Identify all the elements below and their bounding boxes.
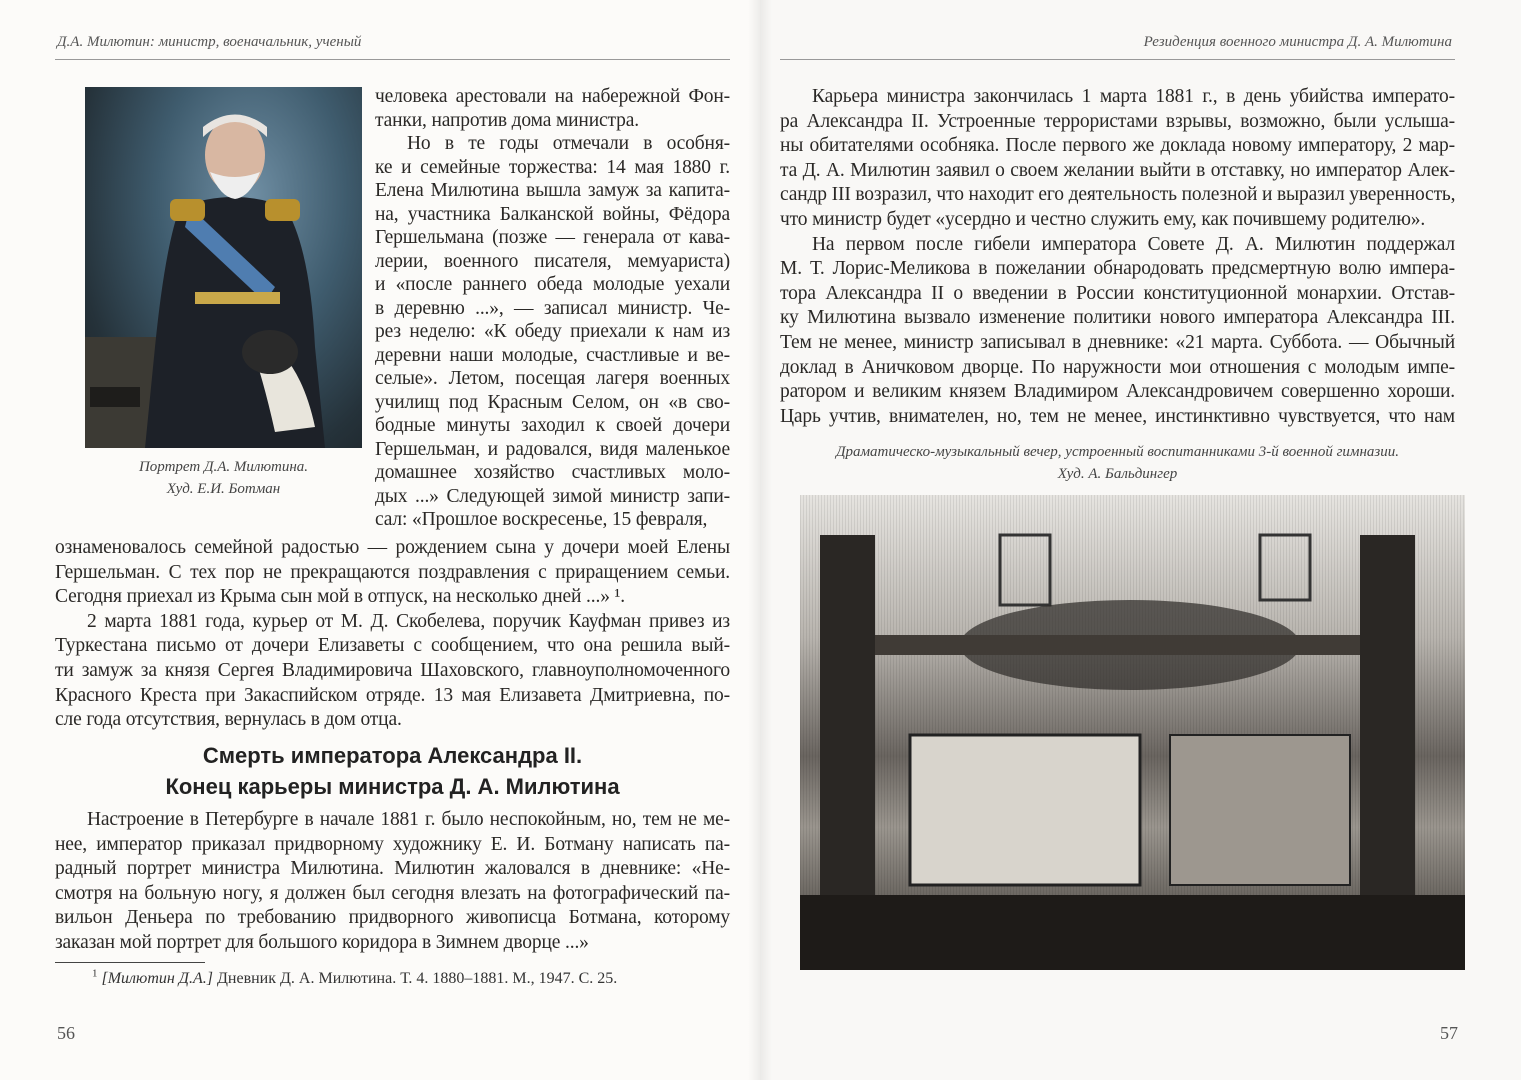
text-line: Туркестана письмо от дочери Елизаветы с сообщением, что она решила вый- [55,635,730,657]
text-line: училищ под Красным Селом, он «в сво- [375,391,730,413]
paragraph [375,85,730,132]
text-line: сле года отсутствия, вернулась в дом отца. [55,709,402,731]
paragraph [55,808,730,956]
text-line: Сегодня приехал из Крыма сын мой в отпуск, на несколько дней ...» ¹. [55,586,625,608]
caption-line: Портрет Д.А. Милютина. [138,459,309,475]
text-line: ознаменовалось семейной радостью — рождением сына у дочери моей Елены [55,537,730,558]
header-rule [780,59,1455,60]
text-line: рез неделю: «К обеду приехали к нам из [375,321,730,342]
engraving-illustration [800,495,1465,970]
text-line: ра Александра II. Устроенные террористами взрывы, возможно, были услыша- [780,110,1455,132]
text-line: тора Александра II о введении в России конституционной монархии. Отстав- [780,282,1455,304]
footnote-rule [55,962,205,963]
running-head-left: Д.А. Милютин: министр, военачальник, ученый [57,34,362,50]
text-line: селые». Летом, посещая лагеря военных [375,368,730,389]
text-line: танки, напротив дома министра. [375,109,639,131]
text-line: Гершельман. С тех пор не прекращаются поздравления с приращением семьи. [55,561,730,583]
text-line: ке и семейные торжества: 14 мая 1880 г. [375,156,730,178]
text-line: человека арестовали на набережной Фон- [375,86,730,107]
footnote-author: [Милютин Д.А.] [101,970,213,987]
caption-line: Драматическо-музыкальный вечер, устроенный воспитанниками 3-й военной гимназии. [835,444,1400,460]
text-line: бодные минуты заходил к своей дочери [375,415,730,436]
text-line: На первом после гибели императора Совете Д. А. Милютин поддержал [812,233,1455,255]
text-line: и «после раннего обеда молодые уехали [375,274,730,295]
text-line: в деревню ...», — записал министр. Че- [375,297,730,319]
text-line: ны обитателями особняка. После первого же доклада новому императору, 2 мар- [780,135,1455,157]
text-line: ку Милютина вызвало изменение политики нового императора Александра III. [780,307,1455,329]
text-block [780,85,1455,429]
text-line: Карьера министра закончилась 1 марта 1881 г., в день убийства императо- [812,86,1455,107]
section-heading [55,740,730,802]
text-line: Гершельмана (позже — генерала от кава- [375,227,730,248]
text-line: М. Т. Лорис-Меликова в пожелании обнародовать предсмертную волю импера- [780,258,1455,280]
text-line: домашнее хозяйство счастливых моло- [375,462,730,483]
text-line: деревни наши молодые, счастливые и ве- [375,344,730,366]
heading-line: Конец карьеры министра Д. А. Милютина [165,774,620,799]
text-line: Но в те годы отмечали в особня- [407,133,730,154]
text-line: Гершельман, и радовался, видя маленькое [375,438,730,460]
text-line: доклад в Аничковом дворце. По наружности мои отношения с молодым импе- [780,356,1455,378]
footnote [92,967,618,988]
page-number-left: 56 [57,1023,75,1043]
page-number-right: 57 [1440,1023,1458,1043]
heading-line: Смерть императора Александра II. [202,743,583,768]
text-line: нее, император приказал придворному художнику Е. И. Ботману написать па- [55,833,730,855]
text-line: Царь учтив, внимателен, но, тем не менее, инстинктивно чувствуется, что нам [780,405,1455,427]
text-line: ратором и великим князем Владимиром Александровичем совершенно хороши. [780,381,1455,403]
text-line: что министр будет «усердно и честно служить ему, как почившему родителю». [780,208,1426,230]
paragraph [780,233,1455,430]
paragraph [55,610,730,733]
text-column-beside-portrait [375,85,730,532]
text-line: Красного Креста при Закаспийском отряде. 13 мая Елизавета Дмитриевна, по- [55,684,730,706]
book-gutter [748,0,772,1080]
text-line: та Д. А. Милютин заявил о своем желании выйти в отставку, но император Алек- [780,159,1455,181]
text-block [55,808,730,956]
text-block [55,536,730,733]
text-line: на, участника Балканской войны, Фёдора [375,203,730,225]
text-line: заказан мой портрет для большого коридора в Зимнем дворце ...» [55,931,589,953]
text-line: сал: «Прошлое воскресенье, 15 февраля, [375,509,708,530]
paragraph [375,132,730,532]
caption-credit: Худ. Е.И. Ботман [166,481,281,497]
text-line: лерии, военного писателя, мемуариста) [375,250,730,272]
text-line: дых ...» Следующей зимой министр запи- [375,485,730,507]
text-line: радный портрет министра Милютина. Милютин жаловался в дневнике: «Не- [55,858,730,880]
text-line: Елена Милютина вышла замуж за капита- [375,180,730,201]
portrait-image [85,87,362,448]
header-rule [55,59,730,60]
left-page [0,0,760,1080]
text-line: Настроение в Петербурге в начале 1881 г. было неспокойным, но, тем не ме- [87,809,730,830]
footnote-text: Дневник Д. А. Милютина. Т. 4. 1880–1881. М., 1947. С. 25. [212,970,618,987]
text-line: сандр III возразил, что находит его деятельность полезной и выразил уверенность, [780,184,1456,206]
paragraph [780,85,1455,233]
text-line: вильон Деньера по требованию придворного живописца Ботмана, которому [55,907,730,929]
portrait-caption [85,456,362,500]
text-line: ти замуж за князя Сергея Владимировича Шаховского, главноуполномоченного [55,659,730,681]
text-line: смотря на больную ногу, я должен был сегодня влезать на фотографический па- [55,882,730,904]
illustration-caption [780,441,1455,485]
text-line: Тем не менее, министр записывал в дневнике: «21 марта. Суббота. — Обычный [780,331,1455,353]
footnote-mark: 1 [92,967,98,980]
running-head-right: Резиденция военного министра Д. А. Милютина [1143,34,1452,50]
text-line: 2 марта 1881 года, курьер от М. Д. Скобелева, поручик Кауфман привез из [87,610,730,632]
caption-credit: Худ. А. Бальдингер [1057,466,1178,482]
paragraph [55,536,730,610]
